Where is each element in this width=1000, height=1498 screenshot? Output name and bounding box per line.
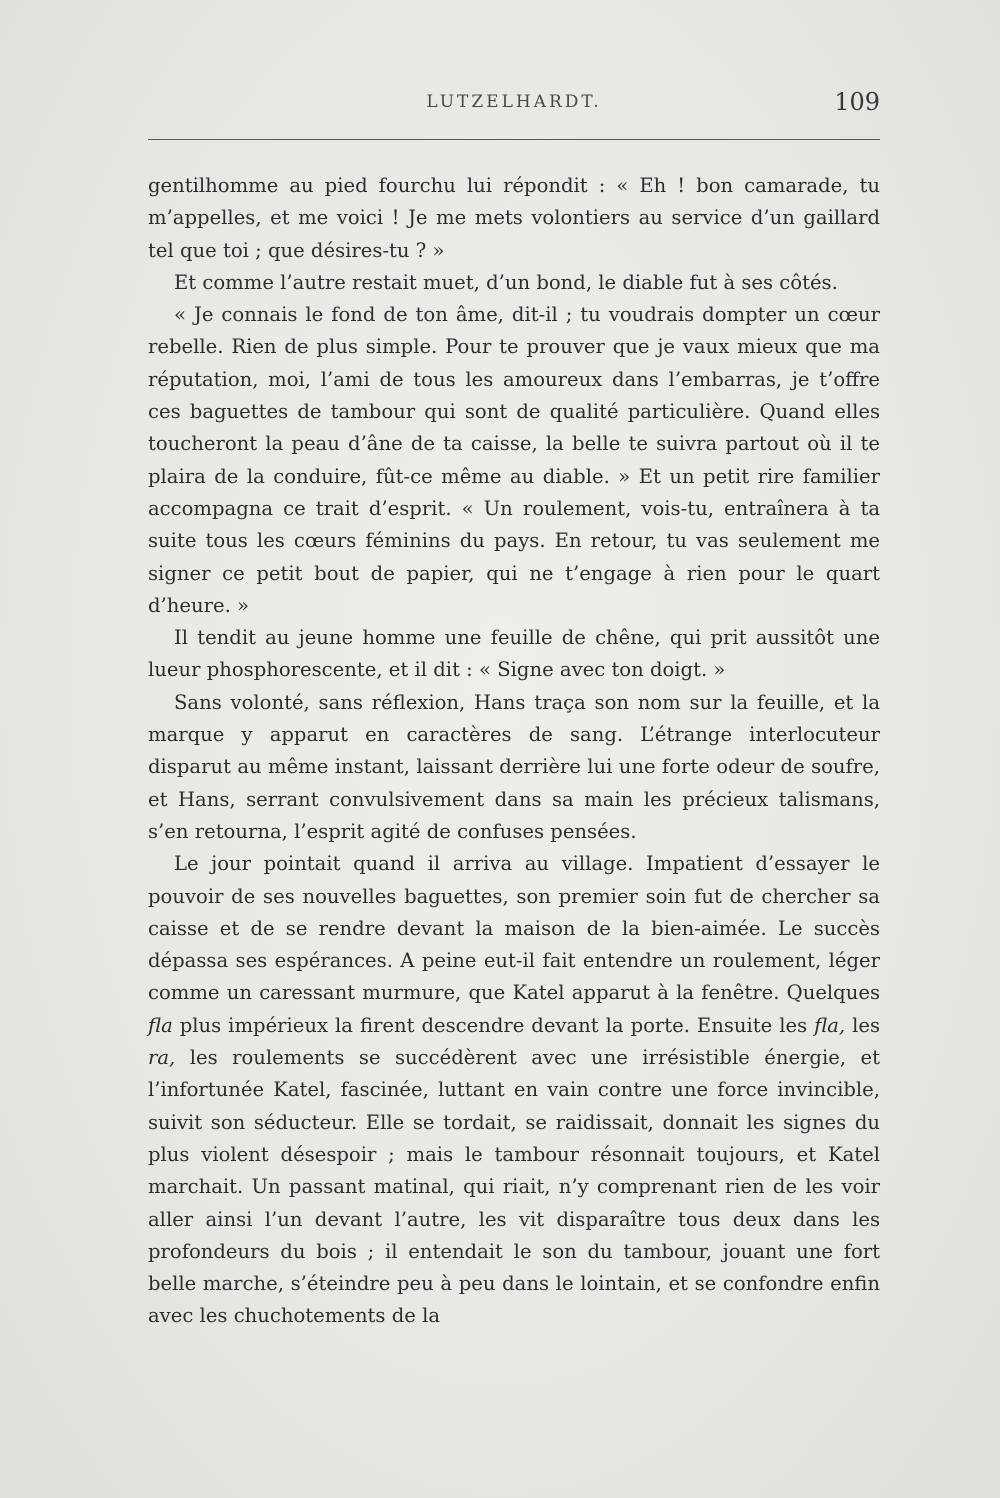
text-run: Il tendit au jeune homme une feuille de chêne, qui prit aussitôt une lueur phosphorescente, et il dit : « Signe avec ton doigt. »	[148, 626, 880, 682]
page-header	[148, 88, 880, 132]
text-run: gentilhomme au pied fourchu lui répondit : « Eh ! bon camarade, tu m’appelles, et me voici ! Je me mets volontiers au service d’un gaillard tel que toi ; que désires-tu ? »	[148, 174, 880, 262]
text-run: les roulements se succédèrent avec une irrésistible énergie, et l’infortunée Katel, fascinée, luttant en vain contre une force invincible, suivit son séducteur. Elle se tordait, se raidissait, donnait les signes du plus violent désespoir ; mais le tambour résonnait toujours, et Katel marchait. Un passant matinal, qui riait, n’y comprenant rien de les voir aller ainsi l’un devant l’autre, les vit disparaître tous deux dans les profondeurs du bois ; il entendait le son du tambour, jouant une fort belle marche, s’éteindre peu à peu dans le lointain, et se confondre enfin avec les chuchotements de la	[148, 1046, 880, 1328]
italic-word: fla,	[814, 1013, 846, 1037]
text-run: Et comme l’autre restait muet, d’un bond, le diable fut à ses côtés.	[174, 270, 838, 294]
paragraph	[148, 687, 880, 848]
italic-word: fla	[148, 1013, 173, 1037]
header-rule	[148, 139, 880, 140]
paragraph	[148, 848, 880, 1332]
paragraph	[148, 299, 880, 622]
text-run: les	[845, 1013, 880, 1037]
running-head: LUTZELHARDT.	[426, 92, 602, 112]
italic-word: ra,	[148, 1046, 176, 1070]
body-text	[148, 170, 880, 1333]
text-run: plus impérieux la firent descendre devant la porte. Ensuite les	[172, 1013, 815, 1037]
text-run: Le jour pointait quand il arriva au village. Impatient d’essayer le pouvoir de ses nouvelles baguettes, son premier soin fut de chercher sa caisse et de se rendre devant la maison de la bien-aimée. Le succès dépassa ses espérances. A peine eut-il fait entendre un roulement, léger comme un caressant murmure, que Katel apparut à la fenêtre. Quelques	[148, 852, 880, 1005]
text-run: Sans volonté, sans réflexion, Hans traça son nom sur la feuille, et la marque y apparut en caractères de sang. L’étrange interlocuteur disparut au même instant, laissant derrière lui une forte odeur de soufre, et Hans, serrant convulsivement dans sa main les précieux talismans, s’en retourna, l’esprit agité de confuses pensées.	[148, 690, 880, 843]
paragraph	[148, 170, 880, 267]
text-run: « Je connais le fond de ton âme, dit-il ; tu voudrais dompter un cœur rebelle. Rien de plus simple. Pour te prouver que je vaux mieux que ma réputation, moi, l’ami de tous les amoureux dans l’embarras, je t’offre ces baguettes de tambour qui sont de qualité particulière. Quand elles toucheront la peau d’âne de ta caisse, la belle te suivra partout où il te plaira de la conduire, fût-ce même au diable. » Et un petit rire familier accompagna ce trait d’esprit. « Un roulement, vois-tu, entraînera à ta suite tous les cœurs féminins du pays. En retour, tu vas seulement me signer ce petit bout de papier, qui ne t’engage à rien pour le quart d’heure. »	[148, 303, 880, 617]
paragraph	[148, 622, 880, 687]
page-number: 109	[834, 88, 880, 116]
paragraph	[148, 267, 880, 299]
